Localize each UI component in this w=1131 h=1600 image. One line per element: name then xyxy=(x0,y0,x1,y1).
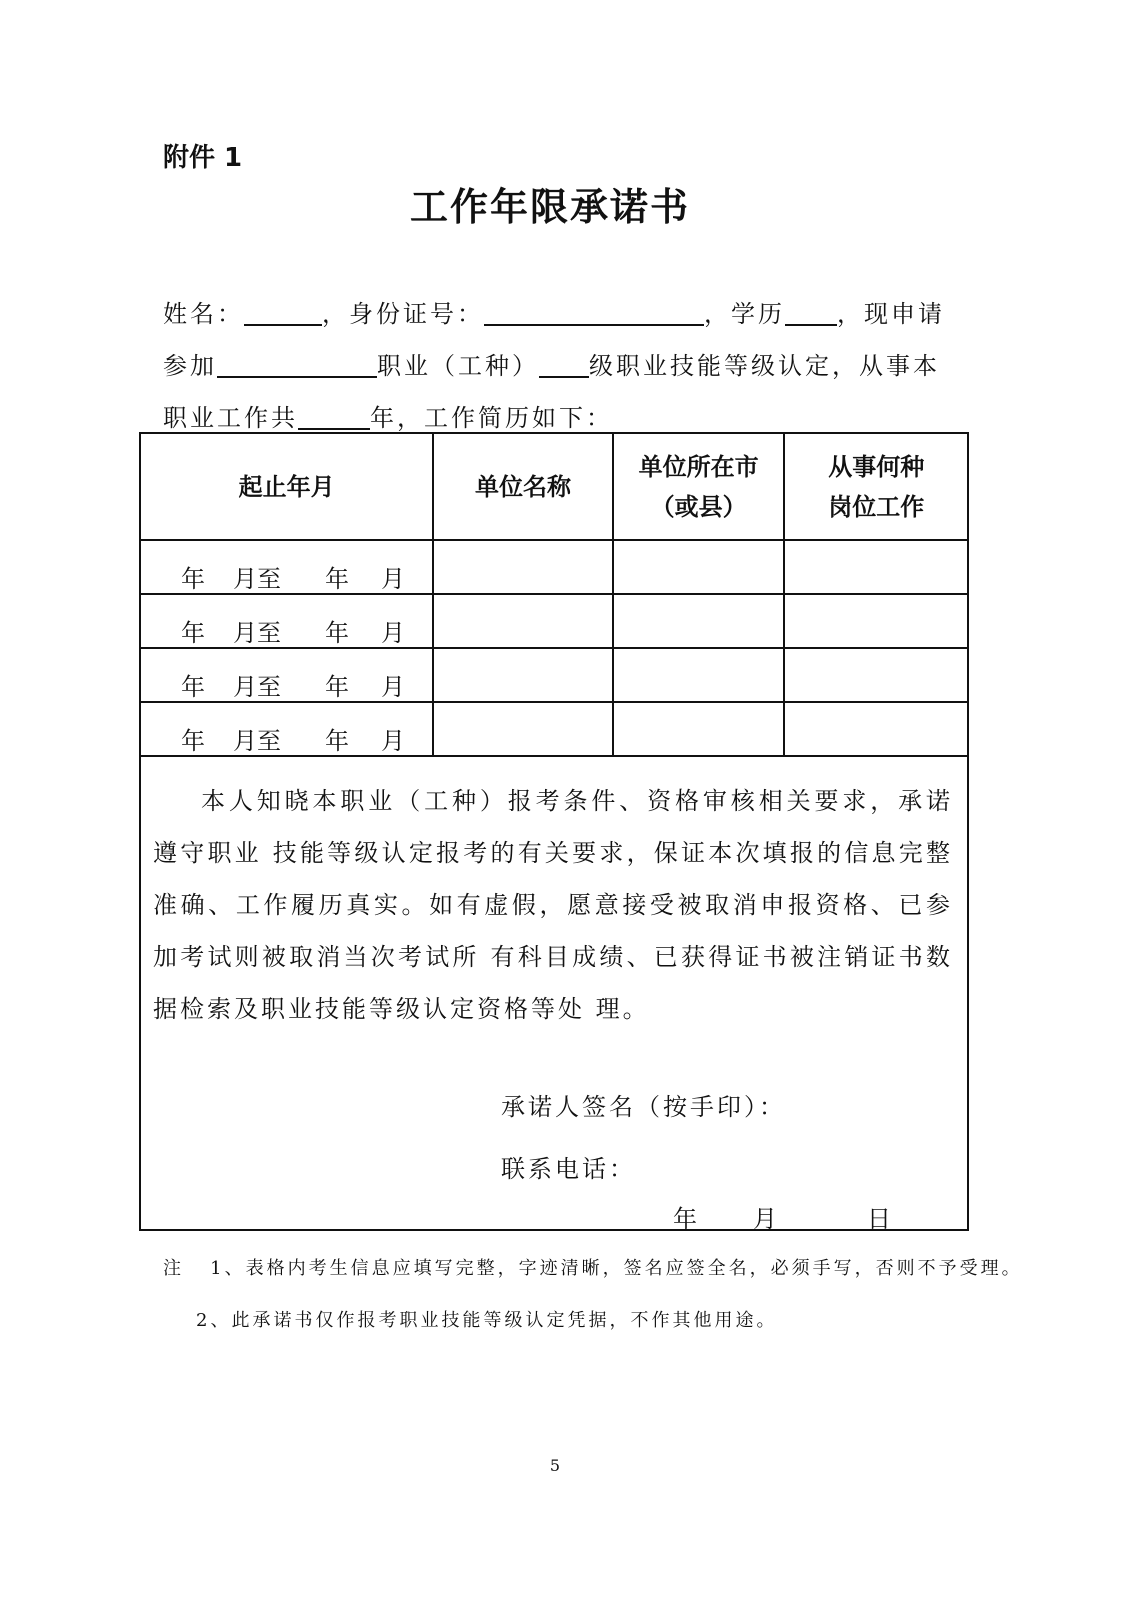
note-1-text: 1、表格内考生信息应填写完整，字迹清晰，签名应签全名，必须手写，否则不予受理。 xyxy=(210,1258,1023,1279)
date-month: 月 xyxy=(753,1205,780,1233)
header-position: 从事何种 岗位工作 xyxy=(784,433,968,540)
phone-label[interactable]: 联系电话： xyxy=(501,1155,636,1183)
table-header-row xyxy=(140,433,968,540)
position-cell[interactable] xyxy=(784,540,968,594)
header-unit-name: 单位名称 xyxy=(433,433,613,540)
table-row xyxy=(140,648,968,702)
page-title: 工作年限承诺书 xyxy=(409,185,690,229)
period-cell[interactable]: 年 月至 年 月 xyxy=(140,594,433,648)
period-cell[interactable]: 年 月至 年 月 xyxy=(140,648,433,702)
unit-name-cell[interactable] xyxy=(433,702,613,756)
date-day: 日 xyxy=(867,1205,894,1233)
education-label: ，学历 xyxy=(704,300,785,328)
resume-label: 年，工作简历如下： xyxy=(370,404,613,432)
level-label: 级职业技能等级认定，从事本 xyxy=(589,352,940,380)
note-prefix: 注 xyxy=(163,1258,184,1279)
note-1 xyxy=(163,1254,1023,1280)
form-line-2 xyxy=(163,346,940,381)
header-unit-city: 单位所在市 （或县） xyxy=(613,433,785,540)
position-cell[interactable] xyxy=(784,594,968,648)
education-blank[interactable] xyxy=(785,300,837,326)
work-history-table xyxy=(139,432,969,1231)
unit-name-cell[interactable] xyxy=(433,594,613,648)
name-label: 姓名： xyxy=(163,300,244,328)
position-cell[interactable] xyxy=(784,702,968,756)
table-row xyxy=(140,702,968,756)
id-label: ，身份证号： xyxy=(322,300,484,328)
name-blank[interactable] xyxy=(244,300,322,326)
apply-label: ，现申请 xyxy=(837,300,945,328)
form-line-1 xyxy=(163,294,945,329)
unit-city-cell[interactable] xyxy=(613,594,785,648)
work-years-label: 职业工作共 xyxy=(163,404,298,432)
occupation-blank[interactable] xyxy=(217,352,377,378)
unit-city-cell[interactable] xyxy=(613,648,785,702)
unit-city-cell[interactable] xyxy=(613,702,785,756)
period-cell[interactable]: 年 月至 年 月 xyxy=(140,702,433,756)
occupation-label: 职业（工种） xyxy=(377,352,539,380)
work-years-blank[interactable] xyxy=(298,404,370,430)
attachment-label: 附件 1 xyxy=(163,143,243,173)
date-year: 年 xyxy=(673,1205,700,1233)
pledge-cell xyxy=(140,756,968,1233)
position-cell[interactable] xyxy=(784,648,968,702)
page-number: 5 xyxy=(549,1456,561,1475)
pledge-row xyxy=(140,756,968,1230)
header-period: 起止年月 xyxy=(140,433,433,540)
form-line-3 xyxy=(163,398,613,433)
period-cell[interactable]: 年 月至 年 月 xyxy=(140,540,433,594)
unit-name-cell[interactable] xyxy=(433,648,613,702)
unit-name-cell[interactable] xyxy=(433,540,613,594)
unit-city-cell[interactable] xyxy=(613,540,785,594)
pledge-text: 本人知晓本职业（工种）报考条件、资格审核相关要求，承诺遵守职业 技能等级认定报考的有关要求，保证本次填报的信息完整准确、工作履历真实。如有虚假，愿意接受被取消申报资格、已参加考试则被取消当次考试所 有科目成绩、已获得证书被注销证书数据检索及职业技能等级认定资格等处 理。 xyxy=(153,787,953,1023)
table-row xyxy=(140,594,968,648)
id-number-blank[interactable] xyxy=(484,300,704,326)
participate-label: 参加 xyxy=(163,352,217,380)
table-row xyxy=(140,540,968,594)
note-2: 2、此承诺书仅作报考职业技能等级认定凭据，不作其他用途。 xyxy=(196,1310,778,1331)
level-blank[interactable] xyxy=(539,352,589,378)
signature-label[interactable]: 承诺人签名（按手印）： xyxy=(501,1093,786,1121)
